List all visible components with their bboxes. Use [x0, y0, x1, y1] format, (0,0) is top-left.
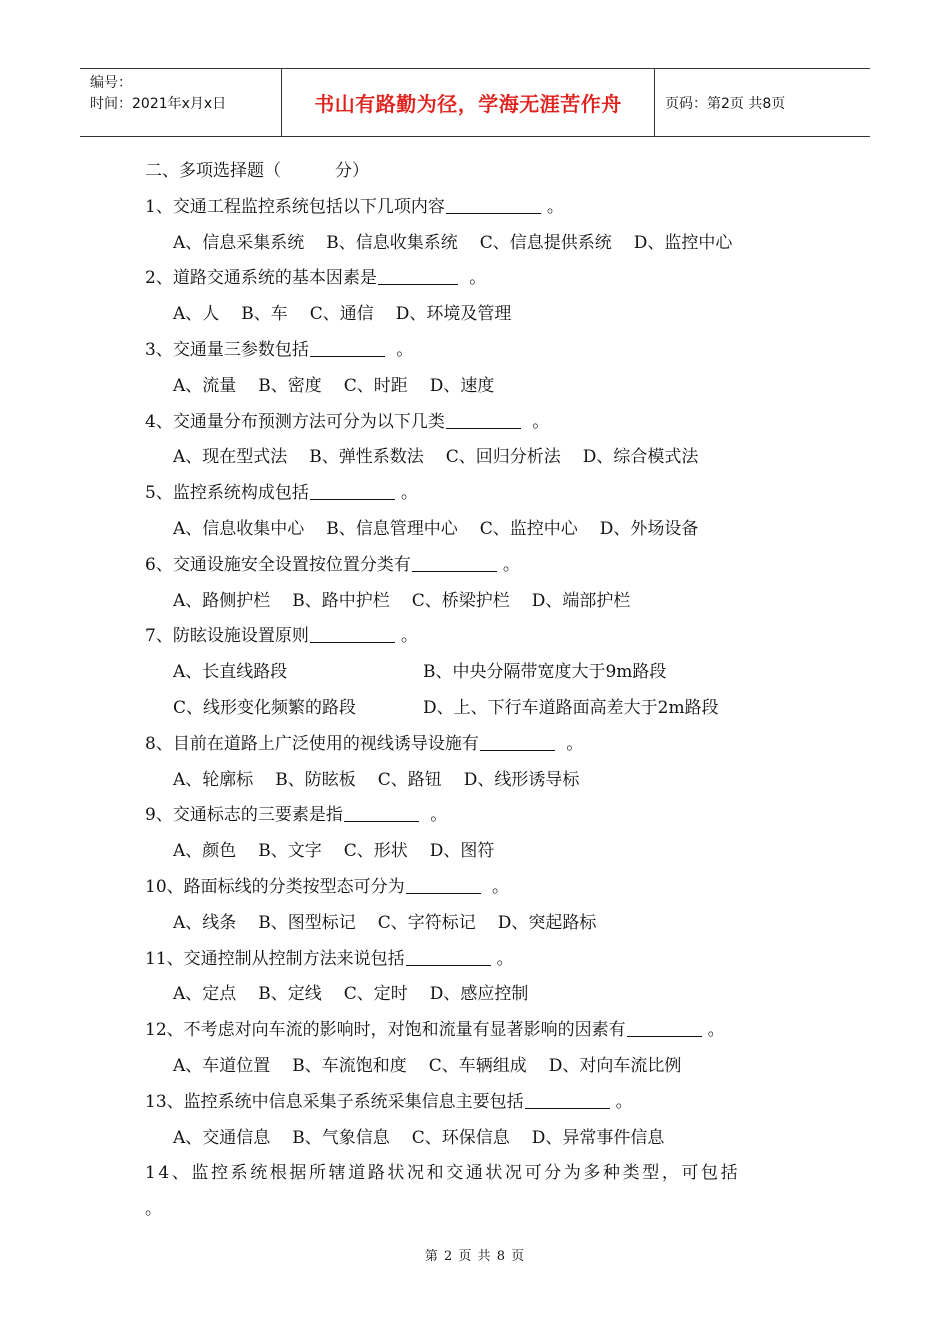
option-item: C、定时: [343, 984, 408, 1005]
question-end-mark: 。: [502, 554, 520, 575]
answer-blank: [344, 801, 419, 822]
option-item: A、定点: [173, 984, 237, 1005]
option-item: B、防眩板: [275, 769, 356, 790]
option-item: B、图型标记: [258, 912, 356, 933]
question-text: 9、交通标志的三要素是指: [145, 805, 343, 826]
option-item: B、信息管理中心: [326, 518, 458, 539]
question-end-mark: 。: [424, 805, 448, 826]
answer-blank: [310, 479, 395, 500]
answer-blank: [525, 1088, 610, 1109]
option-item: A、人: [173, 304, 220, 325]
options-row: [145, 1049, 825, 1085]
option-item: D、外场设备: [599, 518, 699, 539]
header-meta: [80, 69, 282, 136]
option-item: C、车辆组成: [428, 1055, 527, 1076]
options-row: [145, 1121, 825, 1157]
option-item: A、信息采集系统: [173, 232, 305, 253]
options-row: [145, 906, 825, 942]
question-stem: [145, 405, 825, 441]
question-stem: [145, 333, 825, 369]
option-item: C、桥梁护栏: [411, 590, 510, 611]
question-text: 10、路面标线的分类按型态可分为: [145, 876, 405, 897]
option-item: D、综合模式法: [582, 447, 699, 468]
options-row: [145, 512, 825, 548]
question-stem: [145, 190, 825, 226]
question-text: 13、监控系统中信息采集子系统采集信息主要包括: [145, 1091, 524, 1112]
options-row: [145, 369, 825, 405]
option-item: C、时距: [343, 375, 408, 396]
question-stem: [145, 261, 825, 297]
option-item: C、信息提供系统: [479, 232, 612, 253]
option-item: B、弹性系数法: [309, 447, 424, 468]
question-stem: [145, 548, 825, 584]
question-text: 4、交通量分布预测方法可分为以下几类: [145, 411, 445, 432]
header-page-info: [655, 69, 870, 136]
option-item: B、密度: [258, 375, 322, 396]
header-motto-cell: [282, 69, 655, 136]
answer-blank: [310, 336, 385, 357]
option-item: B、文字: [258, 841, 322, 862]
option-item: C、路钮: [377, 769, 442, 790]
question-stem: [145, 1085, 825, 1121]
page-footer: 第 2 页 共 8 页: [424, 1249, 526, 1264]
option-item: C、通信: [309, 304, 374, 325]
page-header: [80, 68, 870, 137]
option-item: D、速度: [429, 375, 495, 396]
question-end-mark: 。: [486, 876, 510, 897]
option-item: D、突起路标: [497, 912, 597, 933]
option-item: A、长直线路段: [173, 662, 288, 683]
option-item: D、异常事件信息: [531, 1127, 665, 1148]
question-14-stem: 14、监控系统根据所辖道路状况和交通状况可分为多种类型，可包括: [145, 1163, 741, 1184]
option-item: A、路侧护栏: [173, 590, 271, 611]
question-end-mark: 。: [707, 1020, 725, 1041]
question-end-mark: 。: [400, 483, 418, 504]
options-row: [145, 584, 825, 620]
options-row: [145, 691, 825, 727]
answer-blank: [378, 264, 458, 285]
option-item: B、车: [241, 304, 288, 325]
answer-blank: [446, 408, 521, 429]
answer-blank: [310, 622, 395, 643]
question-stem: [145, 476, 825, 512]
answer-blank: [406, 873, 481, 894]
question-end-mark: 。: [560, 733, 584, 754]
question-end-mark: 。: [526, 411, 550, 432]
option-item: A、信息收集中心: [173, 518, 305, 539]
options-row: [145, 834, 825, 870]
question-text: 11、交通控制从控制方法来说包括: [145, 948, 405, 969]
options-row: [145, 297, 825, 333]
question-text: 12、不考虑对向车流的影响时，对饱和流量有显著影响的因素有: [145, 1020, 626, 1041]
question-text: 2、道路交通系统的基本因素是: [145, 268, 377, 289]
option-item: A、流量: [173, 375, 237, 396]
options-row: [145, 977, 825, 1013]
option-item: A、车道位置: [173, 1055, 271, 1076]
answer-blank: [480, 730, 555, 751]
question-end-mark: 。: [615, 1091, 633, 1112]
question-stem: [145, 619, 825, 655]
options-row: [145, 226, 825, 262]
question-stem: [145, 1013, 825, 1049]
option-item: D、上、下行车道路面高差大于2m路段: [423, 697, 719, 718]
option-item: B、中央分隔带宽度大于9m路段: [423, 662, 667, 683]
option-item: D、对向车流比例: [548, 1055, 682, 1076]
option-item: D、端部护栏: [531, 590, 631, 611]
question-text: 8、目前在道路上广泛使用的视线诱导设施有: [145, 733, 479, 754]
section-title: 二、多项选择题（ 分）: [145, 161, 370, 181]
questions-container: [145, 190, 825, 1157]
question-end-mark: 。: [400, 626, 418, 647]
question-end-mark: 。: [463, 268, 487, 289]
option-item: D、监控中心: [633, 232, 733, 253]
option-item: A、轮廓标: [173, 769, 254, 790]
option-item: B、车流饱和度: [292, 1055, 407, 1076]
question-stem: [145, 727, 825, 763]
number-label: 编号：: [90, 75, 132, 91]
option-item: A、颜色: [173, 841, 237, 862]
time-label: 时间：2021年x月x日: [90, 96, 227, 112]
options-row: [145, 763, 825, 799]
option-item: C、环保信息: [411, 1127, 510, 1148]
motto-text: 书山有路勤为径，学海无涯苦作舟: [314, 92, 622, 116]
page-info-text: 页码：第2页 共8页: [665, 95, 786, 112]
option-item: B、定线: [258, 984, 322, 1005]
answer-blank: [412, 551, 497, 572]
answer-blank: [406, 945, 491, 966]
option-item: C、形状: [343, 841, 408, 862]
option-item: C、监控中心: [479, 518, 578, 539]
question-text: 7、防眩设施设置原则: [145, 626, 309, 647]
option-item: C、线形变化频繁的路段: [173, 697, 357, 718]
option-item: D、图符: [429, 841, 495, 862]
options-row: [145, 440, 825, 476]
question-text: 1、交通工程监控系统包括以下几项内容: [145, 196, 445, 217]
answer-blank: [627, 1016, 702, 1037]
answer-blank: [446, 193, 541, 214]
option-item: A、交通信息: [173, 1127, 271, 1148]
question-stem: [145, 870, 825, 906]
question-text: 5、监控系统构成包括: [145, 483, 309, 504]
question-list: [145, 154, 825, 1228]
question-text: 3、交通量三参数包括: [145, 339, 309, 360]
option-item: B、气象信息: [292, 1127, 390, 1148]
option-item: A、线条: [173, 912, 237, 933]
option-item: A、现在型式法: [173, 447, 288, 468]
question-stem: [145, 798, 825, 834]
question-text: 6、交通设施安全设置按位置分类有: [145, 554, 411, 575]
question-end-mark: 。: [496, 948, 514, 969]
option-item: D、环境及管理: [395, 304, 512, 325]
question-end-mark: 。: [546, 196, 564, 217]
option-item: D、线形诱导标: [463, 769, 580, 790]
question-stem: [145, 942, 825, 978]
question-14-tail: 。: [145, 1199, 162, 1220]
question-end-mark: 。: [390, 339, 414, 360]
option-item: C、回归分析法: [445, 447, 561, 468]
option-item: B、路中护栏: [292, 590, 390, 611]
option-item: B、信息收集系统: [326, 232, 458, 253]
option-item: D、感应控制: [429, 984, 529, 1005]
options-row: [145, 655, 825, 691]
option-item: C、字符标记: [377, 912, 476, 933]
